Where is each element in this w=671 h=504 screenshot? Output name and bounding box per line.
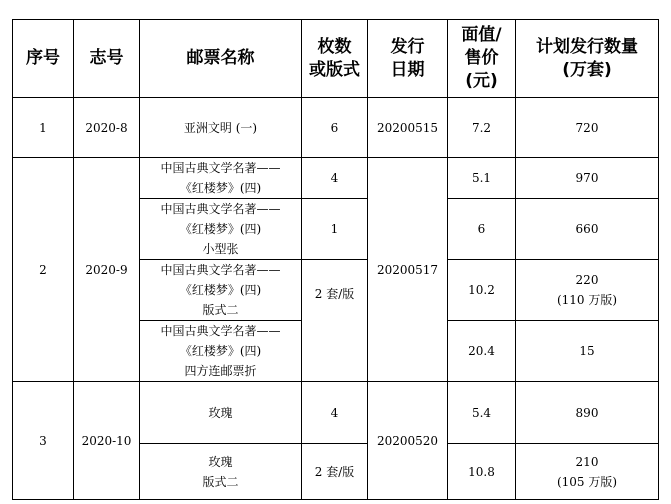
volume-cell: 660: [516, 199, 659, 260]
qty-cell: 4: [302, 158, 368, 199]
date-cell: 20200520: [368, 382, 448, 500]
table-row: [13, 158, 659, 199]
seq-cell: 3: [13, 382, 74, 500]
stamp-issue-table: [12, 19, 659, 500]
volume-cell: 15: [516, 321, 659, 382]
volume-cell: 890: [516, 382, 659, 444]
price-cell: 6: [448, 199, 516, 260]
name-cell: 中国古典文学名著—— 《红楼梦》(四) 小型张: [140, 199, 302, 260]
header-name: 邮票名称: [140, 20, 302, 98]
price-cell: 5.1: [448, 158, 516, 199]
header-code: 志号: [74, 20, 140, 98]
header-date: 发行 日期: [368, 20, 448, 98]
table-row: [13, 98, 659, 158]
header-row: [13, 20, 659, 98]
price-cell: 10.8: [448, 444, 516, 500]
name-cell: 中国古典文学名著—— 《红楼梦》(四): [140, 158, 302, 199]
qty-cell: 2 套/版: [302, 444, 368, 500]
qty-cell: 1: [302, 199, 368, 260]
price-cell: 5.4: [448, 382, 516, 444]
price-cell: 7.2: [448, 98, 516, 158]
header-qty: 枚数 或版式: [302, 20, 368, 98]
name-cell: 亚洲文明 (一): [140, 98, 302, 158]
name-cell: 中国古典文学名著—— 《红楼梦》(四) 版式二: [140, 260, 302, 321]
qty-cell: 2 套/版: [302, 260, 368, 382]
table-row: [13, 382, 659, 444]
price-cell: 20.4: [448, 321, 516, 382]
volume-cell: 210 (105 万版): [516, 444, 659, 500]
header-price: 面值/ 售价 (元): [448, 20, 516, 98]
name-cell: 玫瑰 版式二: [140, 444, 302, 500]
code-cell: 2020-10: [74, 382, 140, 500]
header-seq: 序号: [13, 20, 74, 98]
name-cell: 中国古典文学名著—— 《红楼梦》(四) 四方连邮票折: [140, 321, 302, 382]
qty-cell: 6: [302, 98, 368, 158]
name-cell: 玫瑰: [140, 382, 302, 444]
date-cell: 20200517: [368, 158, 448, 382]
qty-cell: 4: [302, 382, 368, 444]
price-cell: 10.2: [448, 260, 516, 321]
volume-cell: 720: [516, 98, 659, 158]
seq-cell: 2: [13, 158, 74, 382]
volume-cell: 220 (110 万版): [516, 260, 659, 321]
header-volume: 计划发行数量 (万套): [516, 20, 659, 98]
date-cell: 20200515: [368, 98, 448, 158]
volume-cell: 970: [516, 158, 659, 199]
code-cell: 2020-8: [74, 98, 140, 158]
code-cell: 2020-9: [74, 158, 140, 382]
seq-cell: 1: [13, 98, 74, 158]
